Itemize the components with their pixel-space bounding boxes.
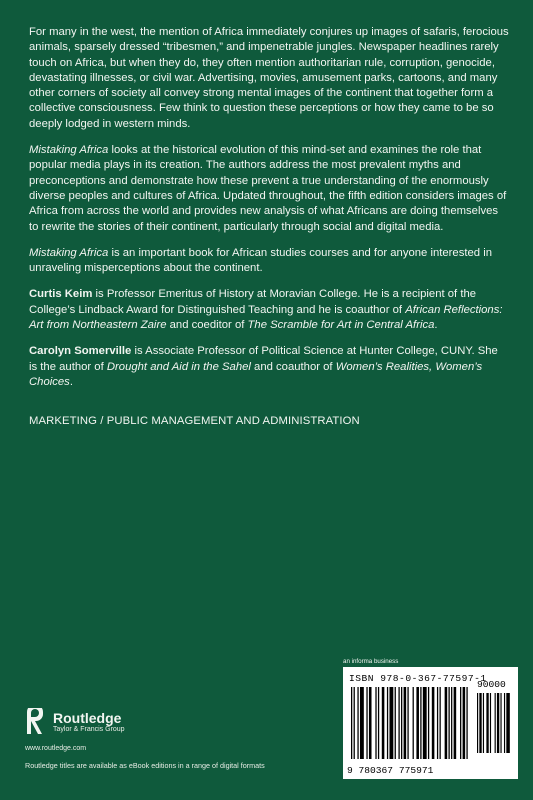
description-paragraph-2 xyxy=(29,143,509,235)
bio-text: is Professor Emeritus of History at Moravian College. He is a recipient of the College’s Lindback Award for Distinguished Teaching and he is coauthor of xyxy=(29,288,477,316)
barcode-bar xyxy=(506,693,510,753)
barcode-bar xyxy=(387,687,388,759)
barcode-bar xyxy=(375,687,376,759)
publisher-name: Routledge xyxy=(53,710,122,726)
publisher-website[interactable]: www.routledge.com xyxy=(25,745,87,752)
book-title: Mistaking Africa xyxy=(29,144,109,157)
author-bio-2 xyxy=(29,344,509,390)
book-title: African Reflections: Art from Northeastern Zaire xyxy=(29,303,503,332)
barcode-bar xyxy=(420,687,421,759)
book-title: Mistaking Africa xyxy=(29,246,109,259)
author-bio-1 xyxy=(29,287,509,333)
barcode-bar xyxy=(504,693,505,753)
bio-text: . xyxy=(434,319,438,332)
barcode-bar xyxy=(366,687,367,759)
barcode-bar xyxy=(460,687,461,759)
barcode-digits: 9 780367 775971 xyxy=(347,765,434,776)
paragraph-text: looks at the historical evolution of this mind-set and examines the role that popular media plays in its creation. The authors address the most prevalent myths and preconceptions and demonstrate how these prevent a true understanding of the enormously diverse peoples and cultures of Africa. Updated throughout, the fifth edition considers images of Africa from across the world and provides new analysis of what Africans are doing themselves to rewrite the stories of their continent, particularly through social and digital media. xyxy=(29,144,507,233)
description-paragraph-3 xyxy=(29,246,509,277)
routledge-mark-icon xyxy=(25,708,45,736)
book-title: Women’s Realities, Women’s Choices xyxy=(29,360,483,388)
barcode-bar xyxy=(407,687,408,759)
paragraph-text: is an important book for African studies courses and for anyone interested in unraveling misperceptions about the continent. xyxy=(29,246,492,275)
bio-text: is Associate Professor of Political Science at Hunter College, CUNY. She is the author of xyxy=(29,345,498,373)
barcode-bar xyxy=(477,693,478,753)
barcode-bar xyxy=(413,687,414,759)
publisher-subtitle: Taylor & Francis Group xyxy=(53,726,125,733)
barcode-bar xyxy=(495,693,496,753)
ebook-note: Routledge titles are available as eBook editions in a range of digital formats xyxy=(25,761,265,770)
barcode-bar xyxy=(500,693,501,753)
barcode-bar xyxy=(378,687,379,759)
barcode-bar xyxy=(351,687,352,759)
barcode-bar xyxy=(389,687,393,759)
barcode-bar xyxy=(440,687,441,759)
back-cover-text xyxy=(29,25,509,441)
description-paragraph-1: For many in the west, the mention of Africa immediately conjures up images of safaris, ferocious animals, sparsely dressed “tribesmen,” and impenetrable jungles. Newspaper headlines rarely touch on Africa, but when they do, they often mention authoritarian rule, corruption, genocide, devastating illnesses, or civil war. Advertising, movies, amusement parks, cartoons, and many other corners of society all convey strong mental images of the continent that together form a collective consciousness. Few think to question these perceptions or how they came to be so deeply lodged in western minds. xyxy=(29,26,509,130)
book-title: The Scramble for Art in Central Africa xyxy=(247,319,435,332)
barcode-bar xyxy=(369,687,372,759)
barcode-bar xyxy=(354,687,355,759)
bio-text: . xyxy=(69,375,73,388)
informa-label: an informa business xyxy=(343,658,399,665)
barcode-bar xyxy=(497,693,499,753)
subject-category: MARKETING / PUBLIC MANAGEMENT AND ADMINISTRATION xyxy=(29,415,360,428)
isbn-text: ISBN 978-0-367-77597-1 xyxy=(349,673,487,684)
barcode-bar xyxy=(357,687,358,759)
barcode-bar xyxy=(483,693,484,753)
barcode-bar xyxy=(398,687,399,759)
barcode-bar xyxy=(486,693,488,753)
barcode-bar xyxy=(428,687,429,759)
barcode-bar xyxy=(490,693,491,753)
barcode-bar xyxy=(432,687,435,759)
barcode-bar xyxy=(463,687,466,759)
author-name: Carolyn Somerville xyxy=(29,345,132,358)
barcode-bar xyxy=(451,687,452,759)
book-title: Drought and Aid in the Sahel xyxy=(106,360,251,373)
barcode xyxy=(343,667,518,779)
barcode-bar xyxy=(401,687,402,759)
barcode-addon-bars xyxy=(477,693,511,753)
barcode-bar xyxy=(416,687,419,759)
barcode-bar xyxy=(454,687,457,759)
price-code: 90000 xyxy=(477,679,506,690)
barcode-bar xyxy=(395,687,396,759)
author-name: Curtis Keim xyxy=(29,288,93,301)
barcode-bar xyxy=(423,687,427,759)
barcode-bars xyxy=(351,687,469,759)
barcode-bar xyxy=(404,687,407,759)
barcode-bar xyxy=(448,687,449,759)
routledge-logo xyxy=(25,708,125,736)
barcode-bar xyxy=(382,687,385,759)
barcode-bar xyxy=(360,687,364,759)
barcode-bar xyxy=(445,687,448,759)
bio-text: and coeditor of xyxy=(166,319,248,332)
barcode-bar xyxy=(466,687,467,759)
bio-text: and coauthor of xyxy=(250,360,336,373)
barcode-bar xyxy=(437,687,438,759)
barcode-area xyxy=(343,658,518,779)
publisher-block xyxy=(25,708,125,752)
barcode-bar xyxy=(479,693,481,753)
